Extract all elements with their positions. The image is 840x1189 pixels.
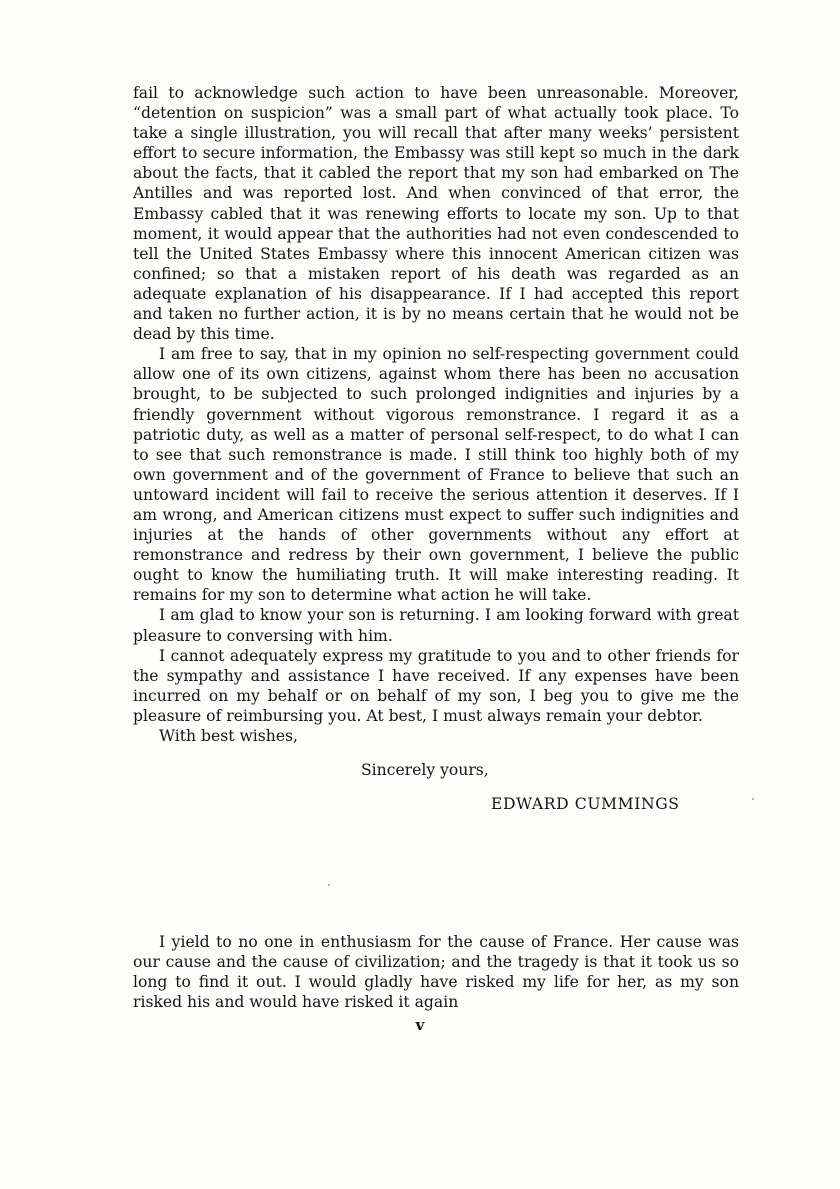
closing-wishes: With best wishes, [159,727,299,745]
essay-body [133,932,739,1012]
letter-paragraph-4: I cannot adequately express my gratitude to you and to other friends for the sympathy and assistance I have received. If any expenses have been incurred on my behalf or on behalf of my son, I beg you to give me the pleasure of reimbursing you. At best, I must always remain your debtor. [133,646,739,725]
print-speck [752,798,754,800]
letter-paragraph-1: fail to acknowledge such action to have been unreasonable. Moreover, “detention on suspicion” was a small part of what actually took place. To take a single illustration, you will recall that after many weeks’ persistent effort to secure information, the Embassy was still kept so much in the dark about the facts, that it cabled the report that my son had embarked on The Antilles and was reported lost. And when convinced of that error, the Embassy cabled that it was renewing efforts to locate my son. Up to that moment, it would appear that the authorities had not even condescended to tell the United States Embassy where this innocent American citizen was confined; so that a mistaken report of his death was regarded as an adequate explanation of his disappearance. If I had accepted this report and taken no further action, it is by no means certain that he would not be dead by this time. [133,84,739,344]
page-number: v [415,1016,425,1034]
letter-paragraph-2: I am free to say, that in my opinion no self-respecting government could allow one of its own citizens, against whom there has been no accusation brought, to be subjected to such prolonged indignities and injuries by a friendly government without vigorous remonstrance. I regard it as a patriotic duty, as well as a matter of personal self-respect, to do what I can to see that such remonstrance is made. I still think too highly both of my own government and of the government of France to believe that such an untoward incident will fail to receive the serious attention it deserves. If I am wrong, and American citizens must expect to suffer such indignities and injuries at the hands of other governments without any effort at remonstrance and redress by their own government, I believe the public ought to know the humiliating truth. It will make interesting reading. It remains for my son to determine what action he will take. [133,345,739,605]
signature: EDWARD CUMMINGS [491,795,680,814]
letter-paragraph-3: I am glad to know your son is returning. I am looking forward with great pleasure to conversing with him. [133,606,739,645]
print-speck [328,884,330,886]
essay-paragraph: I yield to no one in enthusiasm for the cause of France. Her cause was our cause and the cause of civilization; and the tragedy is that it took us so long to find it out. I would gladly have risked my life for her, as my son risked his and would have risked it again [133,933,739,1012]
complimentary-close: Sincerely yours, [361,761,489,780]
letter-body [133,83,739,814]
